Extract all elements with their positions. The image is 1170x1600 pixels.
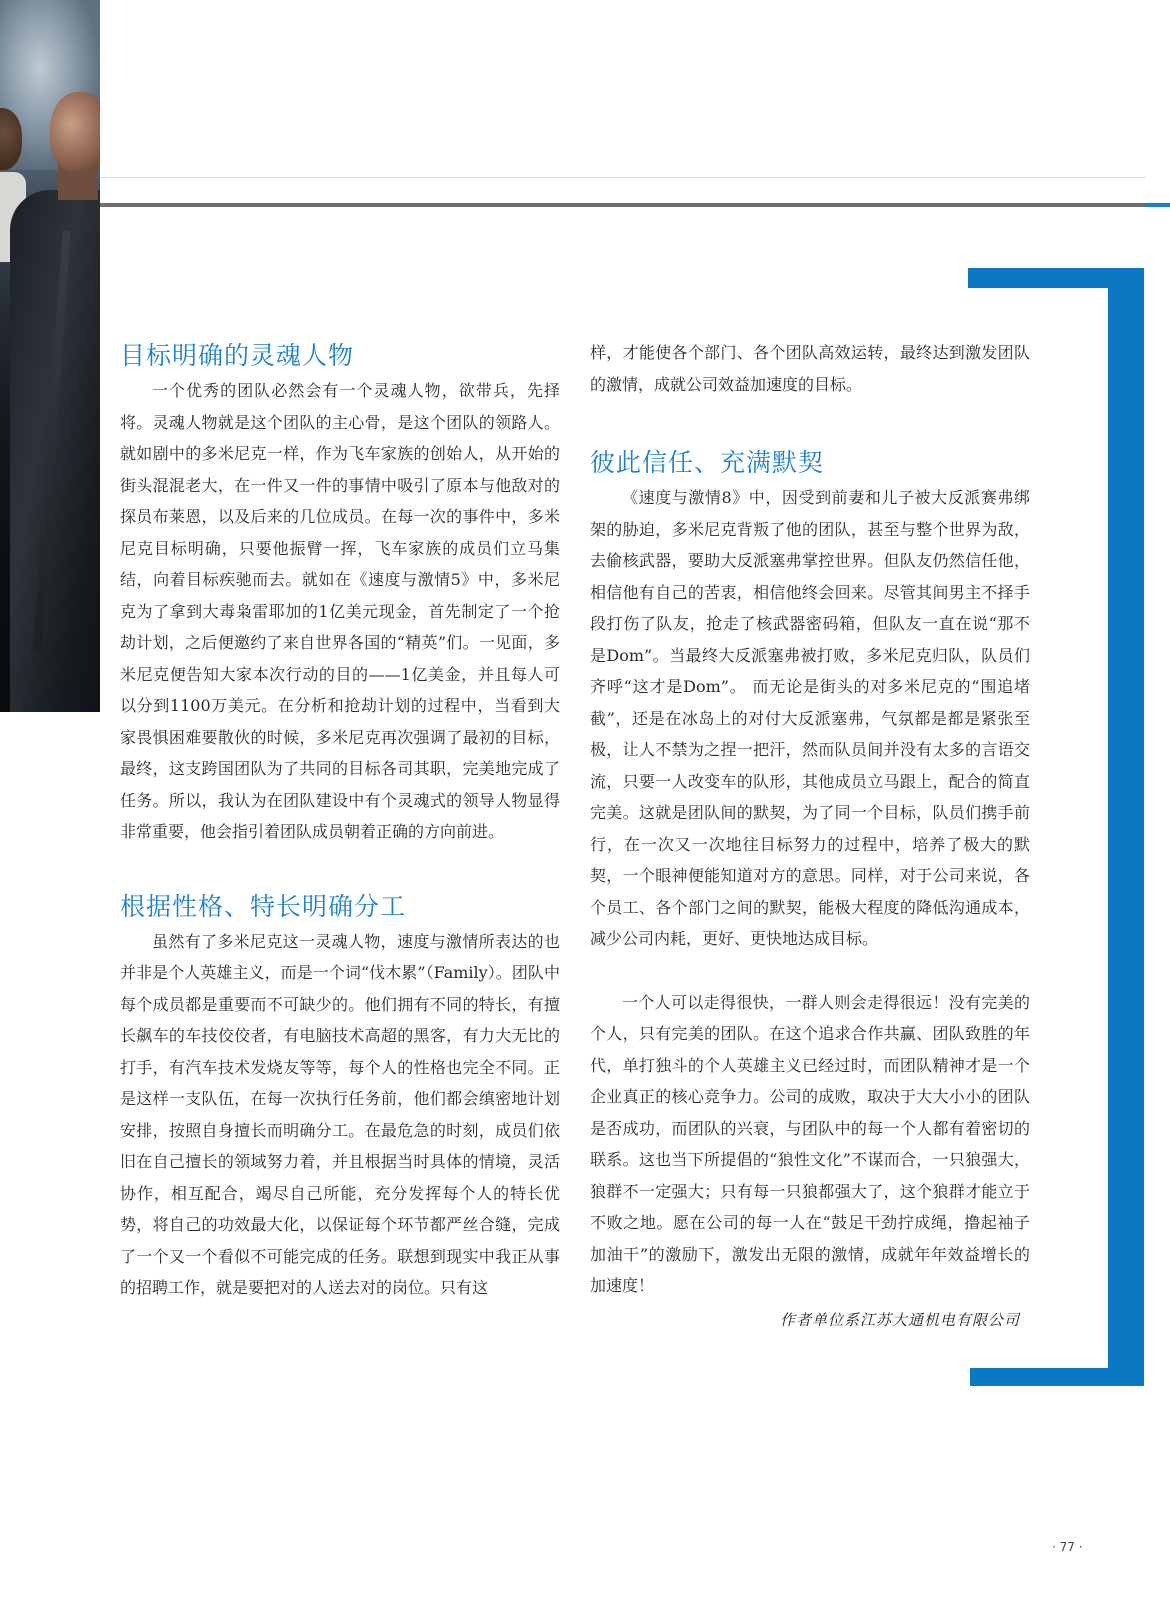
paragraph-trust: 《速度与激情8》中，因受到前妻和儿子被大反派赛弗绑架的胁迫，多米尼克背叛了他的团队，甚至与整个世界为敌，去偷核武器，要助大反派塞弗掌控世界。但队友仍然信任他，相信他有自己的苦衷，相信他终会回来。尽管其间男主不择手段打伤了队友，抢走了核武器密码箱，但队友一直在说“那不是Dom”。当最终大反派塞弗被打败，多米尼克归队，队员们齐呼“这才是Dom”。 而无论是街头的对多米尼克的“围追堵截”，还是在冰岛上的对付大反派塞弗，气氛都是都是紧张至极，让人不禁为之捏一把汗，然而队员间并没有太多的言语交流，只要一人改变车的队形，其他成员立马跟上，配合的简直完美。这就是团队间的默契，为了同一个目标，队员们携手前行，在一次又一次地往目标努力的过程中，培养了极大的默契，一个眼神便能知道对方的意思。同样，对于公司来说，各个员工、各个部门之间的默契，能极大程度的降低沟通成本，减少公司内耗，更好、更快地达成目标。: [590, 488, 1030, 948]
page-number: · 77 ·: [1052, 1540, 1083, 1554]
paragraph-spacer: [590, 955, 1030, 987]
left-column: [120, 339, 560, 1304]
paragraph-division-of-labor: 虽然有了多米尼克这一灵魂人物，速度与激情所表达的也并非是个人英雄主义，而是一个词“伐木累”（Family）。团队中每个成员都是重要而不可缺少的。他们拥有不同的特长，有擅长飙车的车技佼佼者，有电脑技术高超的黑客，有力大无比的打手，有汽车技术发烧友等等，每个人的性格也完全不同。正是这样一支队伍，在每一次执行任务前，他们都会缜密地计划安排，按照自身擅长而明确分工。在最危急的时刻，成员们依旧在自己擅长的领域努力着，并且根据当时具体的情境，灵活协作，相互配合，竭尽自己所能，充分发挥每个人的特长优势，将自己的功效最大化，以保证每个环节都严丝合缝，完成了一个又一个看似不可能完成的任务。联想到现实中我正从事的招聘工作，就是要把对的人送去对的岗位。只有这: [120, 931, 560, 1297]
header-thin-rule: [100, 177, 1146, 178]
blue-bracket-bottom: [970, 1368, 1144, 1386]
paragraph-continuation: 样，才能使各个部门、各个团队高效运转，最终达到激发团队的激情，成就公司效益加速度的目标。: [590, 343, 1030, 394]
section-heading-division-of-labor: 根据性格、特长明确分工: [120, 891, 407, 921]
section-heading-trust: 彼此信任、充满默契: [590, 448, 825, 477]
section-spacer: [120, 848, 560, 890]
header-rule-accent: [1146, 203, 1170, 207]
paragraph-closing: 一个人可以走得很快，一群人则会走得很远！没有完美的个人，只有完美的团队。在这个追求合作共赢、团队致胜的年代，单打独斗的个人英雄主义已经过时，而团队精神才是一个企业真正的核心竞争力。公司的成败，取决于大大小小的团队是否成功，而团队的兴衰，与团队中的每一个人都有着密切的联系。这也当下所提倡的“狼性文化”不谋而合，一只狼强大，狼群不一定强大；只有每一只狼都强大了，这个狼群才能立于不败之地。愿在公司的每一人在“鼓足干劲拧成绳，撸起袖子加油干”的激励下，激发出无限的激情，成就年年效益增长的加速度！: [590, 992, 1030, 1295]
section-spacer: [590, 400, 1030, 446]
paragraph-soul-figure: 一个优秀的团队必然会有一个灵魂人物，欲带兵，先择将。灵魂人物就是这个团队的主心骨，是这个团队的领路人。就如剧中的多米尼克一样，作为飞车家族的创始人，从开始的街头混混老大，在一件又一件的事情中吸引了原本与他敌对的探员布莱恩，以及后来的几位成员。在每一次的事件中，多米尼克目标明确，只要他振臂一挥，飞车家族的成员们立马集结，向着目标疾驰而去。就如在《速度与激情5》中，多米尼克为了拿到大毒枭雷耶加的1亿美元现金，首先制定了一个抢劫计划，之后便邀约了来自世界各国的“精英”们。一见面，多米尼克便告知大家本次行动的目的——1亿美金，并且每人可以分到1100万美元。在分析和抢劫计划的过程中，当看到大家畏惧困难要散伙的时候，多米尼克再次强调了最初的目标，最终，这支跨国团队为了共同的目标各司其职，完美地完成了任务。所以，我认为在团队建设中有个灵魂式的领导人物显得非常重要，他会指引着团队成员朝着正确的方向前进。: [120, 381, 560, 841]
author-byline: 作者单位系江苏大通机电有限公司: [779, 1310, 1020, 1329]
cover-photo-strip: [0, 0, 100, 712]
right-column: [590, 337, 1030, 1334]
blue-bracket-side: [1108, 268, 1144, 1386]
photo-figure-head-right: [50, 92, 100, 172]
header-thick-rule: [100, 203, 1146, 207]
section-heading-soul-figure: 目标明确的灵魂人物: [120, 341, 355, 370]
